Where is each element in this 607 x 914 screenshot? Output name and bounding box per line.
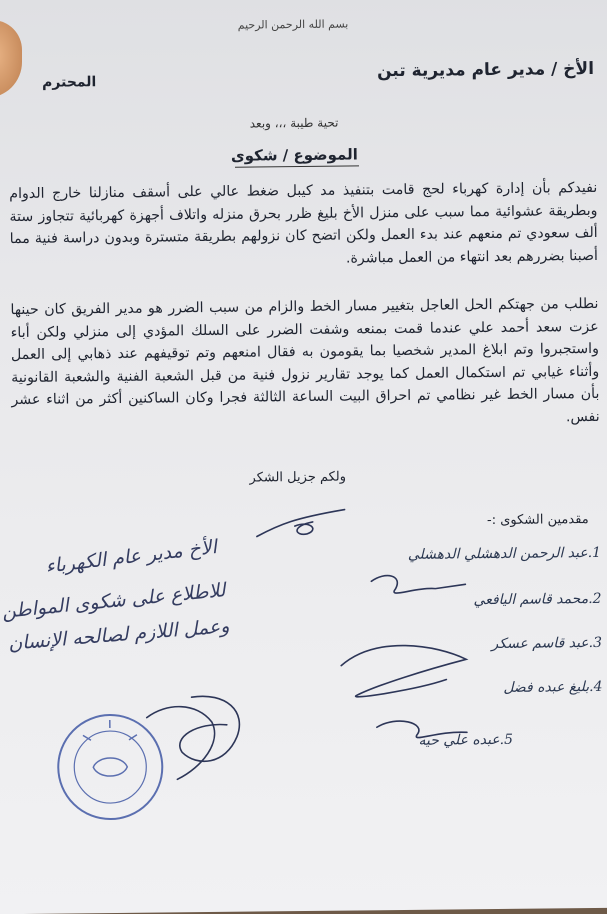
closing-line: ولكم جزيل الشكر: [249, 469, 347, 486]
official-seal: [53, 709, 168, 824]
basmala: بسم الله الرحمن الرحيم: [237, 17, 349, 32]
recipient-line: الأخ / مدير عام مديرية تبن: [376, 58, 595, 82]
submitter-name: 2.محمد قاسم اليافعي: [473, 590, 602, 609]
submitter-name: 5.عبده علي حيه: [418, 731, 514, 749]
subject-underline: [235, 165, 359, 167]
greeting: تحية طيبة ،،، وبعد: [249, 115, 339, 131]
submitters-label: مقدمين الشكوى :-: [486, 512, 589, 529]
subject-line: الموضوع / شكوى: [230, 145, 358, 165]
handwritten-note-line: وعمل اللازم لصالحه الإنسان: [7, 615, 231, 655]
handwritten-note-line: للاطلاع على شكوى المواطن: [0, 579, 227, 623]
submitter-name: 4.بليغ عبده فضل: [503, 678, 603, 696]
submitter-name: 3.عبد قاسم عسكر: [491, 634, 603, 653]
submitter-name: 1.عبد الرحمن الدهشلي الدهشلي: [407, 544, 602, 563]
honorific: المحترم: [42, 74, 97, 91]
handwritten-note-line: الأخ مدير عام الكهرباء: [44, 535, 218, 578]
complaint-paragraph-1: نفيدكم بأن إدارة كهرباء لحج قامت بتنفيذ مد كيبل ضغط عالي على أسقف منازلنا خارج الدوام وبطريقة عشوائية مما سبب على منزل الأخ بليغ ظرر بحرق منزله واتلاف أجهزة كهربائية تتجاوز ستة ألف سعودي تم منعهم عند بدء العمل ولكن اتضح كان نزولهم بطريقة متسترة وبدون دراسة فنية مما أصبنا بضررهم بعد انتهاء من العمل مباشرة.: [9, 179, 599, 267]
complaint-paragraph-2: نطلب من جهتكم الحل العاجل بتغيير مسار الخط والزام من سبب الضرر هو مدير الفريق كان حينها عزت سعد أحمد علي عندما قمت بمنعه وشفت الضرر على السلك المؤدي إلى منزلي ولكن أباء واستجبروا وتم ابلاغ المدير شخصيا بما يقومون به فقال امنعهم وتم توقيفهم عند ذهابي إلى العمل وأثناء غيابي تم استكمال العمل كما يوجد تقارير نزول فنية من قبل الشعبة الفنية والشعبة القانونية بأن مسار الخط غير نظامي تم احراق البيت الساعة الثالثة فجرا وكان الساكنين أكثر من اثناء عشر نفس.: [10, 295, 600, 425]
